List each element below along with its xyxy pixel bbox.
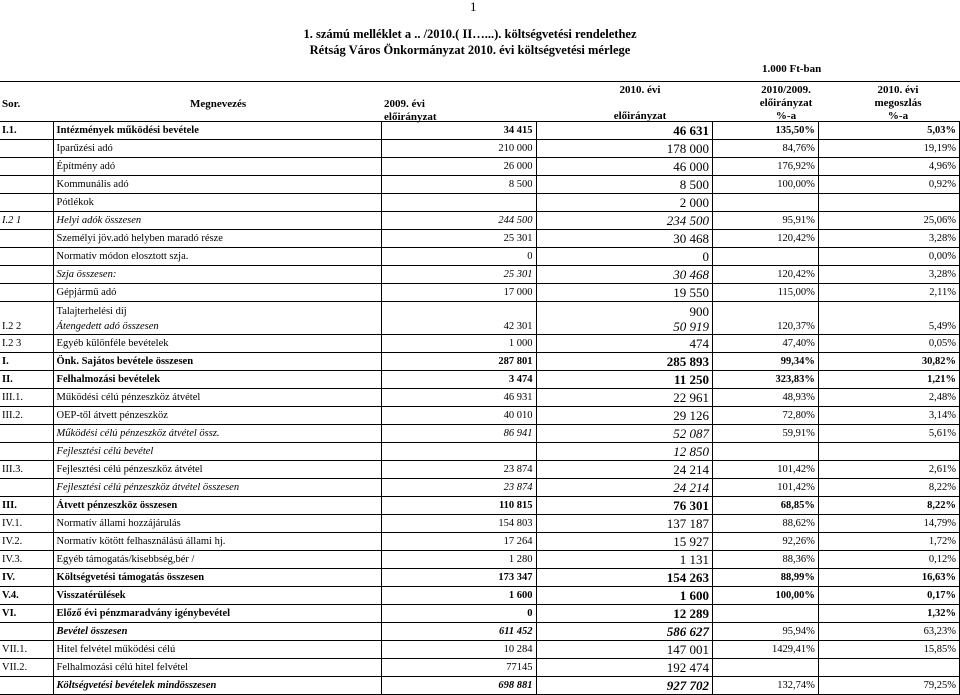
row-2010-value: 30 468: [536, 266, 712, 284]
row-sor: IV.1.: [0, 515, 53, 533]
row-2010-value: 12 289: [536, 605, 712, 623]
row-sor: [0, 623, 53, 641]
row-2010-value: 147 001: [536, 641, 712, 659]
row-sor: VI.: [0, 605, 53, 623]
row-ratio: 135,50%: [713, 122, 819, 140]
table-row: [0, 371, 960, 389]
table-row: [0, 605, 960, 623]
row-ratio: [713, 248, 819, 266]
row-ratio: 101,42%: [713, 461, 819, 479]
col-header-megnevezes: Megnevezés: [190, 98, 247, 110]
row-2009-value: 17 264: [381, 533, 536, 551]
row-sor: [0, 443, 53, 461]
row-sor: [0, 176, 53, 194]
row-2010-value: 52 087: [536, 425, 712, 443]
table-row: [0, 551, 960, 569]
row-sor: III.1.: [0, 389, 53, 407]
row-sor: [0, 677, 53, 695]
row-2009-value: 287 801: [381, 353, 536, 371]
col-header-ratio: 2010/2009. előirányzat %-a: [759, 84, 813, 122]
row-share: [818, 443, 959, 461]
row-name: Felhalmozási bevételek: [53, 371, 381, 389]
row-2010-value: 137 187: [536, 515, 712, 533]
row-2010-value: 30 468: [536, 230, 712, 248]
row-name: Normatív módon elosztott szja.: [53, 248, 381, 266]
row-2009-value: 40 010: [381, 407, 536, 425]
row-share: 5,61%: [818, 425, 959, 443]
row-share: 0,12%: [818, 551, 959, 569]
row-2009-value: 0: [381, 248, 536, 266]
row-name: Önk. Sajátos bevétele összesen: [53, 353, 381, 371]
row-share: 0,92%: [818, 176, 959, 194]
row-sor: [0, 248, 53, 266]
row-name: Gépjármű adó: [53, 284, 381, 302]
row-share: 8,22%: [818, 497, 959, 515]
row-2010-value: 1 131: [536, 551, 712, 569]
row-2009-value: 34 415: [381, 122, 536, 140]
table-row: [0, 302, 960, 335]
row-2009-value: 10 284: [381, 641, 536, 659]
row-name: Fejlesztési célú pénzeszköz átvétel: [53, 461, 381, 479]
budget-table-body: [0, 122, 960, 695]
row-sor: IV.3.: [0, 551, 53, 569]
row-ratio: 1429,41%: [713, 641, 819, 659]
row-2010-value: 1 600: [536, 587, 712, 605]
row-2010-value: 2 000: [536, 194, 712, 212]
row-name: Normatív kötött felhasználású állami hj.: [53, 533, 381, 551]
row-2010-value: 474: [536, 335, 712, 353]
row-name: Helyi adók összesen: [53, 212, 381, 230]
table-row: [0, 497, 960, 515]
row-sor: I.: [0, 353, 53, 371]
row-name: Költségvetési támogatás összesen: [53, 569, 381, 587]
row-share: 1,72%: [818, 533, 959, 551]
row-2010-value: 927 702: [536, 677, 712, 695]
row-ratio: 72,80%: [713, 407, 819, 425]
row-share: 2,61%: [818, 461, 959, 479]
table-row: [0, 677, 960, 695]
row-name: Működési célú pénzeszköz átvétel: [53, 389, 381, 407]
row-2009-value: 611 452: [381, 623, 536, 641]
row-sor: [0, 140, 53, 158]
row-ratio: 95,94%: [713, 623, 819, 641]
row-2009-value: 0: [381, 605, 536, 623]
row-share: 79,25%: [818, 677, 959, 695]
row-sor: VII.2.: [0, 659, 53, 677]
row-share: 8,22%: [818, 479, 959, 497]
row-ratio: 68,85%: [713, 497, 819, 515]
table-row: [0, 587, 960, 605]
table-row: [0, 266, 960, 284]
row-ratio: [713, 605, 819, 623]
row-sor: IV.: [0, 569, 53, 587]
row-share: 1,32%: [818, 605, 959, 623]
row-2010-value: [536, 302, 712, 335]
row-2010-value: 285 893: [536, 353, 712, 371]
row-2010-value: 76 301: [536, 497, 712, 515]
budget-table: [0, 122, 960, 695]
row-name-line1: Talajterhelési díj: [56, 306, 127, 317]
row-sor: [0, 158, 53, 176]
row-ratio: 95,91%: [713, 212, 819, 230]
row-ratio: 88,99%: [713, 569, 819, 587]
row-2010-value: 15 927: [536, 533, 712, 551]
table-row: [0, 158, 960, 176]
table-row: [0, 194, 960, 212]
row-name: Működési célú pénzeszköz átvétel össz.: [53, 425, 381, 443]
row-2009-value: [381, 194, 536, 212]
row-2010-value: 586 627: [536, 623, 712, 641]
row-name: Szja összesen:: [53, 266, 381, 284]
row-2010-value: 46 000: [536, 158, 712, 176]
row-2010-value-line1: 900: [689, 304, 710, 319]
table-row: [0, 335, 960, 353]
table-row: [0, 212, 960, 230]
row-share: 25,06%: [818, 212, 959, 230]
row-name: Hitel felvétel működési célú: [53, 641, 381, 659]
row-2010-value: 46 631: [536, 122, 712, 140]
row-share: 3,28%: [818, 230, 959, 248]
row-ratio: 100,00%: [713, 176, 819, 194]
row-2009-value: 23 874: [381, 479, 536, 497]
table-row: [0, 122, 960, 140]
table-row: [0, 443, 960, 461]
row-share: 5,03%: [818, 122, 959, 140]
row-2010-value: 12 850: [536, 443, 712, 461]
row-name: Kommunális adó: [53, 176, 381, 194]
document-title: 1. számú melléklet a .. /2010.( II…...). költségvetési rendelethez: [303, 27, 637, 41]
row-2010-value: 11 250: [536, 371, 712, 389]
row-name: Egyéb támogatás/kisebbség,bér /: [53, 551, 381, 569]
row-2009-value: 3 474: [381, 371, 536, 389]
row-name: Építmény adó: [53, 158, 381, 176]
row-share: 0,05%: [818, 335, 959, 353]
row-2009-value: 173 347: [381, 569, 536, 587]
row-share: 4,96%: [818, 158, 959, 176]
row-ratio: [713, 443, 819, 461]
table-row: [0, 461, 960, 479]
table-row: [0, 140, 960, 158]
row-2010-value: 234 500: [536, 212, 712, 230]
row-2009-value: 42 301: [381, 302, 536, 335]
row-2010-value: 22 961: [536, 389, 712, 407]
row-2009-value: 244 500: [381, 212, 536, 230]
row-ratio: 120,37%: [713, 302, 819, 335]
row-ratio: 120,42%: [713, 230, 819, 248]
row-share: 0,00%: [818, 248, 959, 266]
row-ratio: 47,40%: [713, 335, 819, 353]
col-header-share: 2010. évi megoszlás %-a: [874, 84, 922, 122]
row-ratio: 100,00%: [713, 587, 819, 605]
row-sor: I.2 2: [0, 302, 53, 335]
row-2009-value: 1 600: [381, 587, 536, 605]
row-ratio: 115,00%: [713, 284, 819, 302]
row-sor: [0, 194, 53, 212]
row-share: [818, 194, 959, 212]
row-sor: II.: [0, 371, 53, 389]
table-row: [0, 353, 960, 371]
row-ratio: [713, 194, 819, 212]
row-sor: [0, 479, 53, 497]
row-ratio: 101,42%: [713, 479, 819, 497]
page-number: 1: [470, 0, 477, 14]
row-ratio: 88,36%: [713, 551, 819, 569]
col-header-2009: 2009. évi előirányzat: [384, 98, 437, 123]
row-share: 16,63%: [818, 569, 959, 587]
row-share: 19,19%: [818, 140, 959, 158]
row-2009-value: 23 874: [381, 461, 536, 479]
row-name: Egyéb különféle bevételek: [53, 335, 381, 353]
row-ratio: 132,74%: [713, 677, 819, 695]
row-share: 15,85%: [818, 641, 959, 659]
row-2009-value: 8 500: [381, 176, 536, 194]
row-ratio: 92,26%: [713, 533, 819, 551]
row-2009-value: 25 301: [381, 230, 536, 248]
col-header-2010: 2010. évi előirányzat: [613, 84, 667, 122]
table-row: [0, 569, 960, 587]
row-name-line2: Átengedett adó összesen: [56, 321, 159, 332]
row-sor: I.2 3: [0, 335, 53, 353]
row-ratio: 59,91%: [713, 425, 819, 443]
row-name: Fejlesztési célú pénzeszköz átvétel összesen: [53, 479, 381, 497]
row-sor: V.4.: [0, 587, 53, 605]
row-sor: [0, 266, 53, 284]
row-name: Személyi jöv.adó helyben maradó része: [53, 230, 381, 248]
row-2010-value: 29 126: [536, 407, 712, 425]
table-row: [0, 248, 960, 266]
row-share: 3,14%: [818, 407, 959, 425]
row-2010-value: 0: [536, 248, 712, 266]
row-name: Felhalmozási célú hitel felvétel: [53, 659, 381, 677]
row-2009-value: 17 000: [381, 284, 536, 302]
row-2009-value: 77145: [381, 659, 536, 677]
row-2010-value: 19 550: [536, 284, 712, 302]
row-name: Visszatérülések: [53, 587, 381, 605]
row-2010-value: 24 214: [536, 461, 712, 479]
row-ratio: 323,83%: [713, 371, 819, 389]
table-row: [0, 230, 960, 248]
row-sor: [0, 230, 53, 248]
row-share: 63,23%: [818, 623, 959, 641]
row-sor: [0, 425, 53, 443]
unit-label: 1.000 Ft-ban: [762, 63, 822, 75]
row-2009-value: [381, 443, 536, 461]
row-2009-value: 86 941: [381, 425, 536, 443]
row-name: [53, 302, 381, 335]
row-ratio: 176,92%: [713, 158, 819, 176]
row-ratio: 84,76%: [713, 140, 819, 158]
row-2010-value: 8 500: [536, 176, 712, 194]
row-2010-value: 154 263: [536, 569, 712, 587]
table-row: [0, 407, 960, 425]
row-name: OEP-től átvett pénzeszköz: [53, 407, 381, 425]
row-2009-value: 698 881: [381, 677, 536, 695]
row-2009-value: 210 000: [381, 140, 536, 158]
row-name: Előző évi pénzmaradvány igénybevétel: [53, 605, 381, 623]
table-row: [0, 284, 960, 302]
row-2010-value: 24 214: [536, 479, 712, 497]
row-2009-value: 25 301: [381, 266, 536, 284]
col-header-sor: Sor.: [2, 98, 21, 110]
row-2009-value: 1 000: [381, 335, 536, 353]
row-ratio: 48,93%: [713, 389, 819, 407]
row-share: 2,11%: [818, 284, 959, 302]
row-name: Normatív állami hozzájárulás: [53, 515, 381, 533]
header-divider: [0, 81, 960, 82]
table-row: [0, 389, 960, 407]
row-2010-value-line2: 50 919: [673, 319, 710, 334]
row-2010-value: 178 000: [536, 140, 712, 158]
table-row: [0, 425, 960, 443]
row-sor: IV.2.: [0, 533, 53, 551]
row-name: Fejlesztési célú bevétel: [53, 443, 381, 461]
row-2009-value: 1 280: [381, 551, 536, 569]
row-2010-value: 192 474: [536, 659, 712, 677]
row-share: 3,28%: [818, 266, 959, 284]
row-share: 0,17%: [818, 587, 959, 605]
row-ratio: 88,62%: [713, 515, 819, 533]
table-row: [0, 479, 960, 497]
table-row: [0, 641, 960, 659]
row-share: 1,21%: [818, 371, 959, 389]
row-2009-value: 154 803: [381, 515, 536, 533]
row-ratio: 99,34%: [713, 353, 819, 371]
row-share: 14,79%: [818, 515, 959, 533]
row-sor: VII.1.: [0, 641, 53, 659]
row-sor: I.1.: [0, 122, 53, 140]
row-2009-value: 26 000: [381, 158, 536, 176]
row-name: Átvett pénzeszköz összesen: [53, 497, 381, 515]
table-row: [0, 515, 960, 533]
row-name: Intézmények működési bevétele: [53, 122, 381, 140]
document-subtitle: Rétság Város Önkormányzat 2010. évi költségvetési mérlege: [309, 43, 631, 57]
row-sor: III.2.: [0, 407, 53, 425]
row-name: Pótlékok: [53, 194, 381, 212]
row-share: 5,49%: [818, 302, 959, 335]
table-row: [0, 533, 960, 551]
row-name: Költségvetési bevételek mindösszesen: [53, 677, 381, 695]
table-row: [0, 623, 960, 641]
row-2009-value: 110 815: [381, 497, 536, 515]
row-share: 2,48%: [818, 389, 959, 407]
row-sor: III.: [0, 497, 53, 515]
row-sor: [0, 284, 53, 302]
row-2009-value: 46 931: [381, 389, 536, 407]
row-name: Iparűzési adó: [53, 140, 381, 158]
row-name: Bevétel összesen: [53, 623, 381, 641]
row-ratio: 120,42%: [713, 266, 819, 284]
row-sor: III.3.: [0, 461, 53, 479]
row-share: 30,82%: [818, 353, 959, 371]
table-row: [0, 176, 960, 194]
row-sor: I.2 1: [0, 212, 53, 230]
